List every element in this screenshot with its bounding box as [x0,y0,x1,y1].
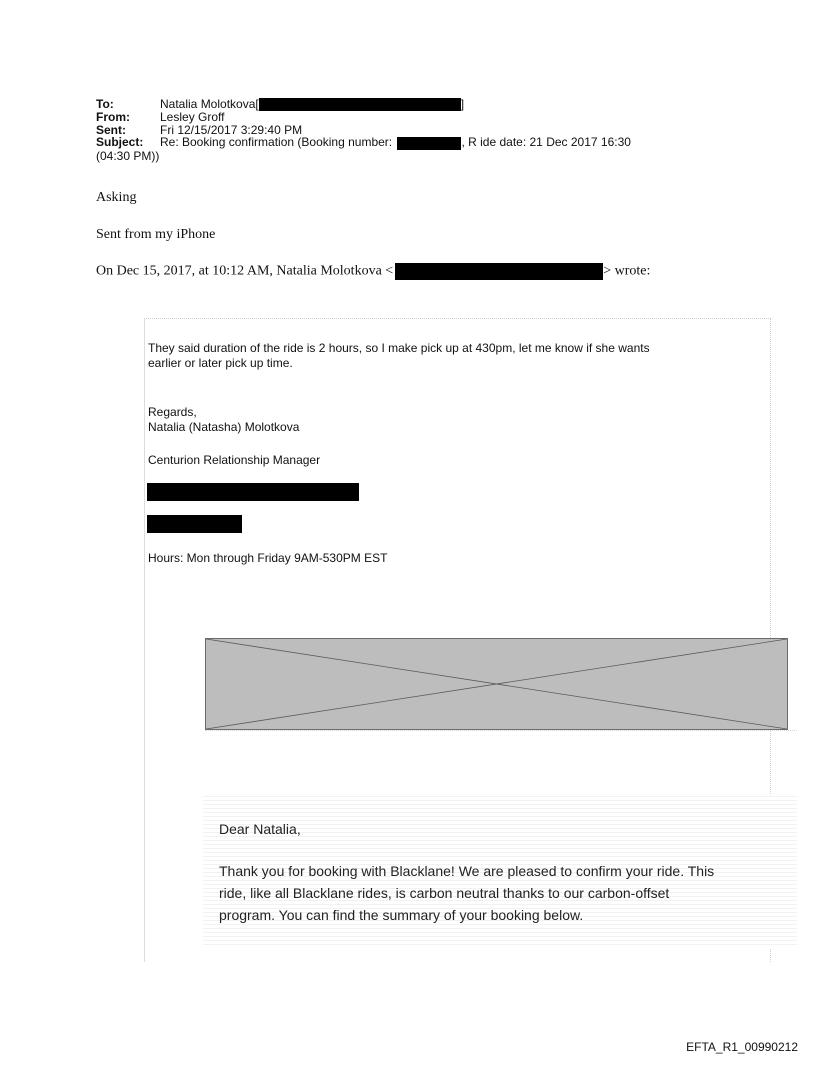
reply-message: Asking [96,190,137,205]
subject-value-end: (04:30 PM)) [96,148,160,163]
quote-intro-end: > wrote: [603,263,651,279]
quoted-hours: Hours: Mon through Friday 9AM-530PM EST [148,551,388,565]
from-value: Lesley Groff [160,110,225,125]
quoted-title: Centurion Relationship Manager [148,453,321,467]
crossed-image-icon [206,639,787,729]
sent-label: Sent: [96,122,126,137]
quoted-name: Natalia (Natasha) Molotkova [148,420,300,434]
redaction-bar [397,137,461,150]
to-row [96,98,631,111]
email-header [96,98,631,162]
quote-intro-text: On Dec 15, 2017, at 10:12 AM, Natalia Molotkova < [96,263,394,279]
broken-image-placeholder [205,638,788,730]
blacklane-body-line-3: program. You can find the summary of your booking below. [219,907,584,923]
quote-intro [96,263,650,280]
to-label: To: [96,97,114,111]
to-value: Natalia Molotkova[ [160,97,259,111]
redaction-bar [147,483,359,501]
quoted-line-2: earlier or later pick up time. [148,356,293,370]
subject-row [96,136,631,149]
document-id: EFTA_R1_00990212 [686,1040,798,1054]
subject-label: Subject: [96,135,144,150]
blacklane-email-panel [203,794,797,948]
redaction-bar [395,263,603,280]
reply-signature: Sent from my iPhone [96,227,216,242]
subject-value-cont: , R ide date: 21 Dec 2017 16:30 [461,135,631,150]
from-label: From: [96,110,130,125]
subject-value: Re: Booking confirmation (Booking number: [160,135,393,150]
sent-value: Fri 12/15/2017 3:29:40 PM [160,122,303,137]
redaction-bar [259,98,461,111]
quoted-regards: Regards, [148,405,197,419]
redaction-bar [147,515,242,533]
blacklane-greeting: Dear Natalia, [219,821,301,837]
blacklane-body-line-2: ride, like all Blacklane rides, is carbon neutral thanks to our carbon-offset [219,885,670,901]
quoted-line-1: They said duration of the ride is 2 hours, so I make pick up at 430pm, let me know if she wants [148,341,650,355]
to-close: ] [460,97,465,111]
blacklane-body-line-1: Thank you for booking with Blacklane! We are pleased to confirm your ride. This [219,863,715,879]
subject-row-cont [96,150,631,163]
divider [205,730,797,739]
